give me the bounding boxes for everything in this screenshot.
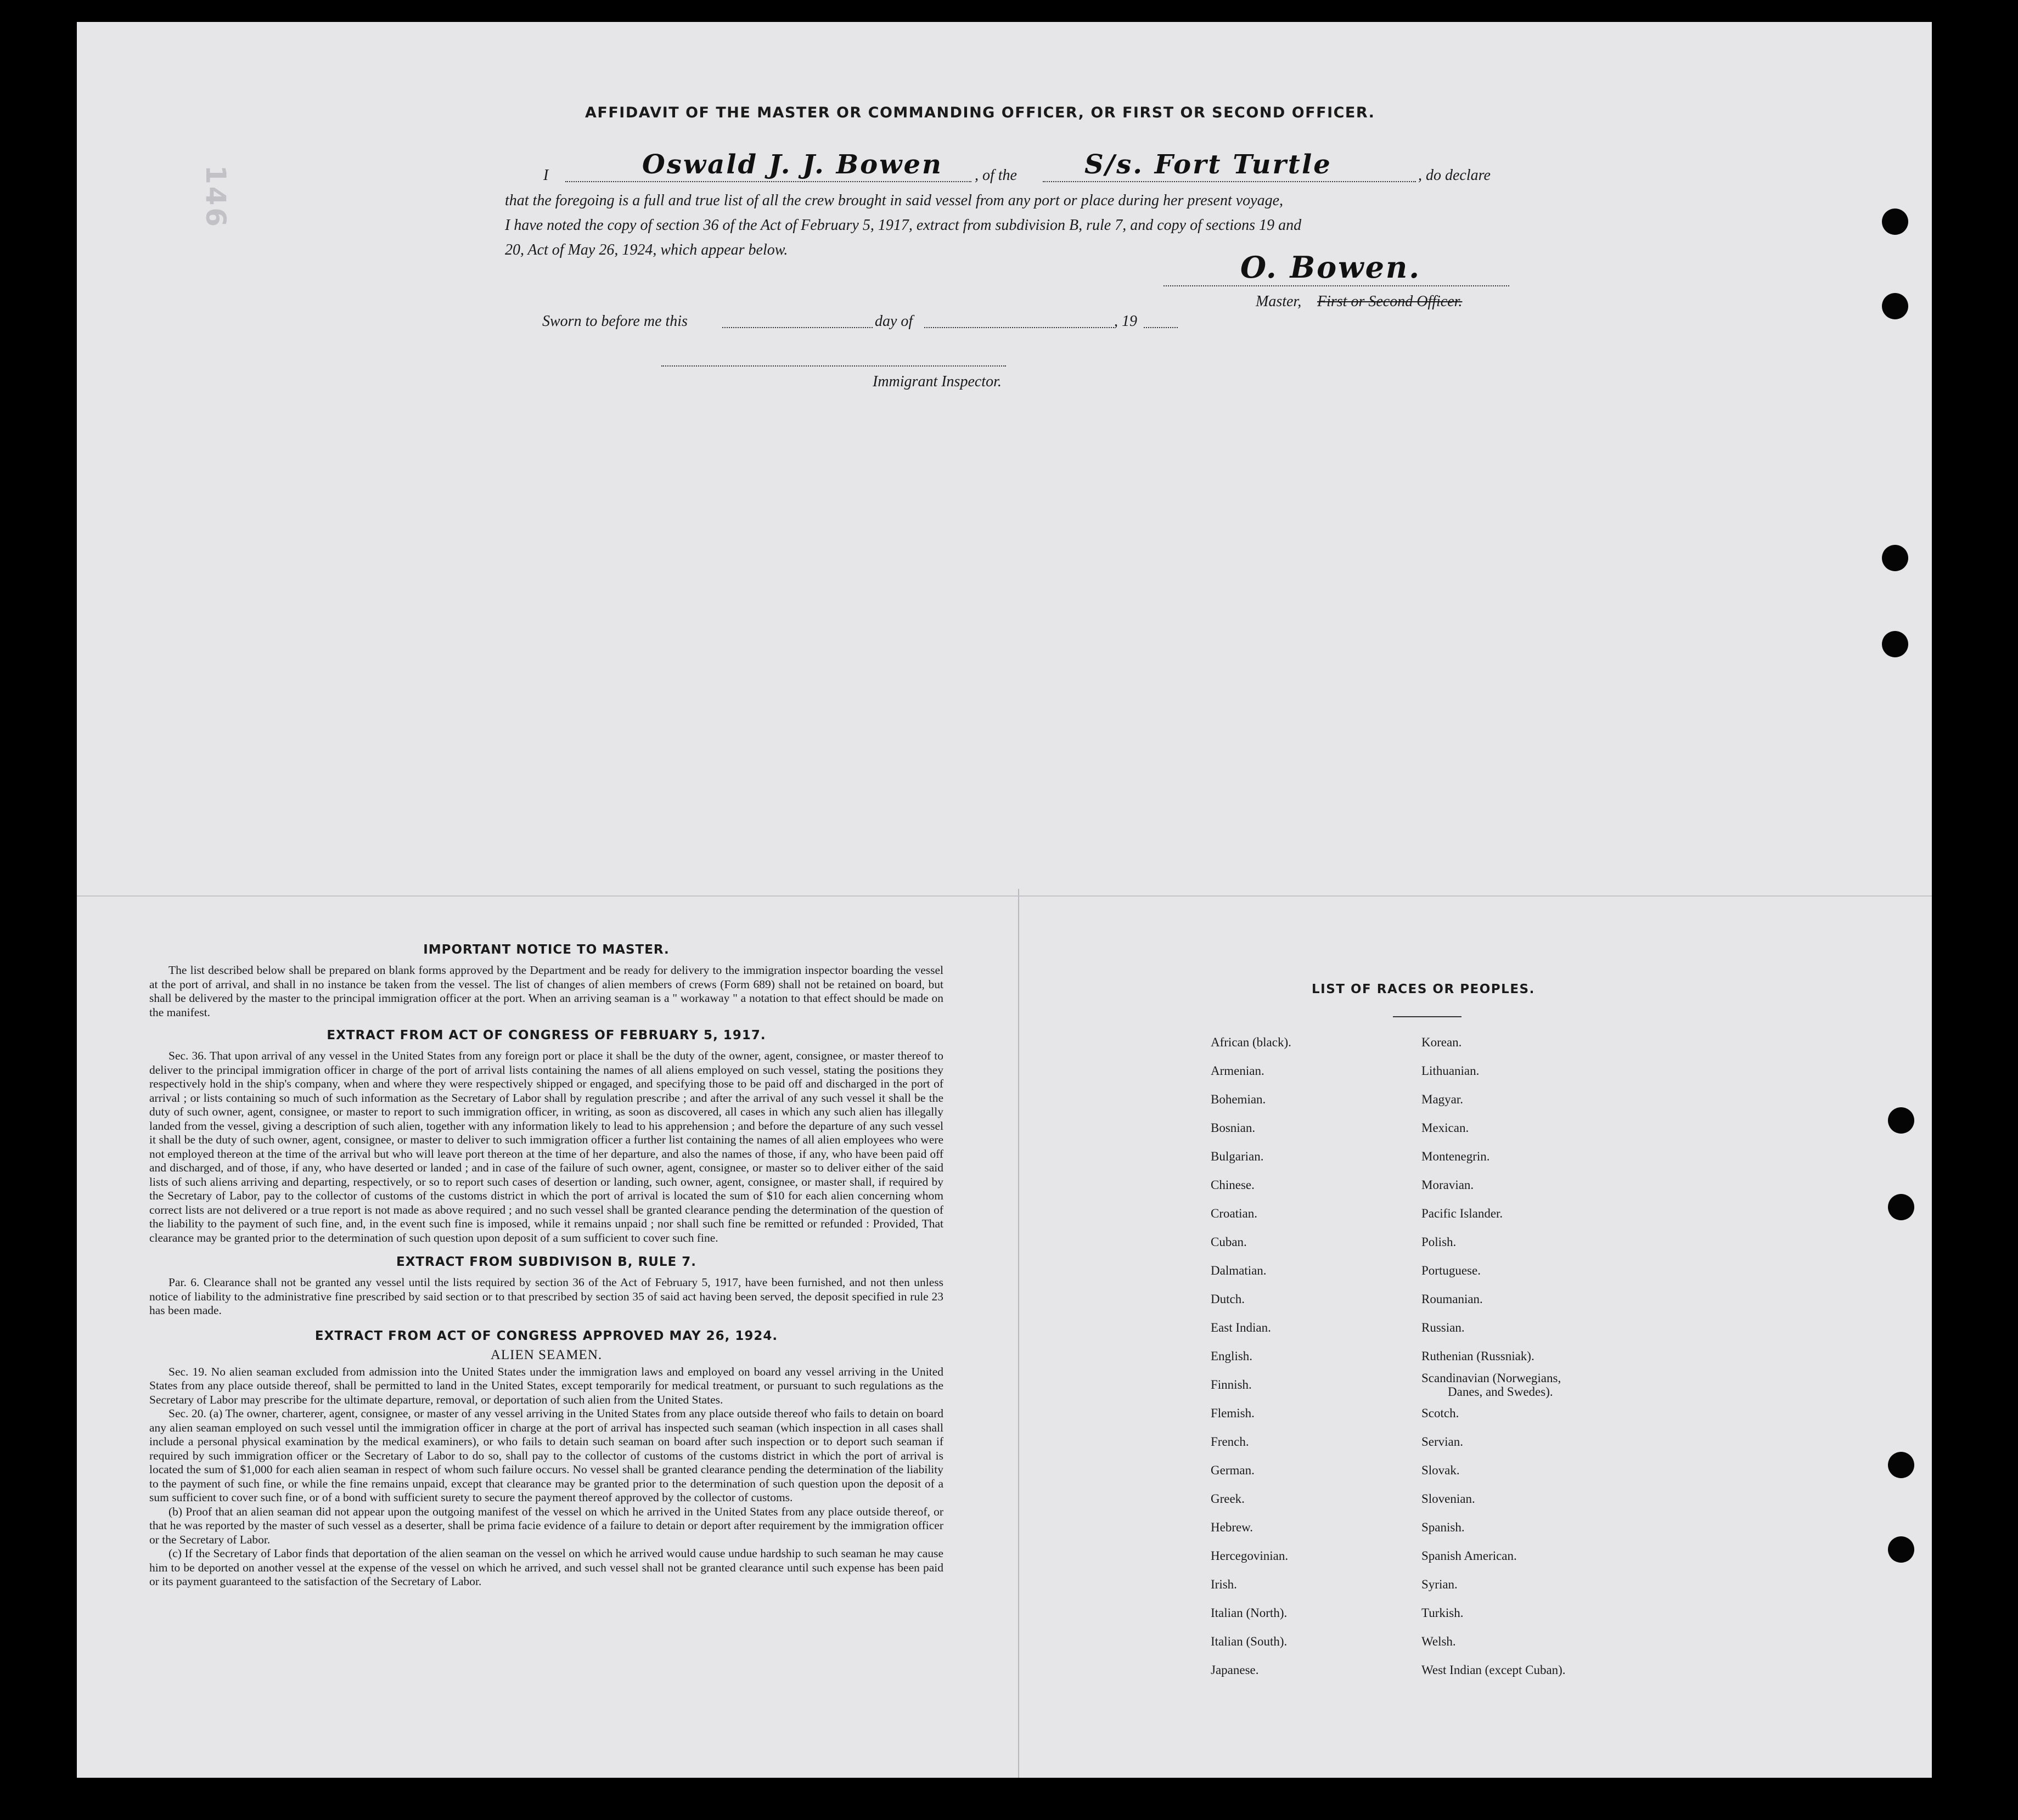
declarant-line bbox=[565, 181, 971, 182]
punch-hole bbox=[1888, 1107, 1914, 1134]
sec-20a-text: Sec. 20. (a) The owner, charterer, agent, consignee, or master of any vessel arriving in the United States from any place outside thereof who fails to detain on board any alien seaman employed on such vessel until the immigration officer in charge at the port of arrival has inspected such seaman (which inspection in all cases shall include a personal physical examination by the medical examiners), or who fails to detain such seaman on board after such inspection or to deport such seaman if required by such immigration officer or the Secretary of Labor to do so, shall pay to the collector of customs of the customs district in which the port of arrival is located the sum of $1,000 for each alien seaman in respect of whom such failure occurs. No vessel shall be granted clearance pending the determination of the liability to the payment of such fine, or while the fine remains unpaid, except that clearance may be granted prior to the determination of such question upon the deposit of a sum sufficient to cover such fine, or of a bond with sufficient surety to secure the payment thereof approved by the collector of customs. bbox=[149, 1407, 943, 1504]
sworn-year-line bbox=[1144, 327, 1178, 328]
race-item: Roumanian. bbox=[1421, 1292, 1483, 1306]
race-item: Dalmatian. bbox=[1211, 1264, 1267, 1277]
sworn-day-line bbox=[722, 327, 873, 328]
race-item: Hercegovinian. bbox=[1211, 1549, 1289, 1563]
affidavit-title: AFFIDAVIT OF THE MASTER OR COMMANDING OFFICER, OR FIRST OR SECOND OFFICER. bbox=[585, 104, 1375, 121]
inspector-signature-line bbox=[661, 365, 1006, 367]
race-item: Bohemian. bbox=[1211, 1092, 1266, 1106]
race-item: Slovak. bbox=[1421, 1463, 1460, 1477]
race-item: Portuguese. bbox=[1421, 1264, 1481, 1277]
race-item: Scotch. bbox=[1421, 1406, 1459, 1420]
vessel-line bbox=[1043, 181, 1416, 182]
race-item: Montenegrin. bbox=[1421, 1150, 1490, 1163]
alien-seamen-heading: ALIEN SEAMEN. bbox=[490, 1347, 603, 1362]
race-item: Korean. bbox=[1421, 1035, 1462, 1049]
race-item: Scandinavian (Norwegians, bbox=[1421, 1371, 1561, 1385]
affidavit-line-3: I have noted the copy of section 36 of the Act of February 5, 1917, extract from subdivision B, rule 7, and copy of sections 19 and bbox=[505, 217, 1302, 234]
races-title: LIST OF RACES OR PEOPLES. bbox=[1312, 982, 1535, 996]
sec-36-text: Sec. 36. That upon arrival of any vessel in the United States from any foreign port or place it shall be the duty of the owner, agent, consignee, or master thereof to deliver to the principal immigration officer in charge of the port of arrival lists containing the names of all aliens employed on such vessel, stating the positions they respectively hold in the ship's company, when and where they were respectively shipped or engaged, and specifying those to be paid off and discharged in the port of arrival ; or lists containing so much of such information as the Secretary of Labor shall by regulation prescribe ; and after the arrival of any such vessel it shall be the duty of such owner, agent, consignee, or master to report to such immigration officer, in writing, as soon as discovered, all cases in which any such alien has illegally landed from the vessel, giving a description of such alien, together with any information likely to lead to his apprehension ; and before the departure of any such vessel it shall be the duty of such owner, agent, consignee, or master to deliver to such immigration officer a further list containing the names of all alien employees who were not employed thereon at the time of the arrival but who will leave port thereon at the time of her departure, and also the names of those, if any, who have been paid off and discharged, and of those, if any, who have deserted or landed ; and in case of the failure of such owner, agent, consignee, or master so to deliver either of the said lists of such aliens arriving and departing, respectively, or so to report such cases of desertion or landing, such owner, agent, consignee, or master shall, if required by the Secretary of Labor, pay to the collector of customs of the customs district in which the port of arrival is located the sum of $10 for each alien concerning whom correct lists are not delivered or a true report is not made as above required ; and no such vessel shall be granted clearance pending the determination of the question of the liability to the payment of such fine, and, in the event such fine is imposed, while it remains unpaid ; nor shall such fine be remitted or refunded : Provided, That clearance may be granted prior to the determination of such question upon deposit of a sum sufficient to cover such fine. bbox=[149, 1049, 943, 1244]
race-item: Irish. bbox=[1211, 1577, 1237, 1591]
extract-1924-title: EXTRACT FROM ACT OF CONGRESS APPROVED MAY 26, 1924. bbox=[314, 1328, 778, 1343]
race-item: Russian. bbox=[1421, 1321, 1465, 1334]
race-item: Dutch. bbox=[1211, 1292, 1245, 1306]
races-title-rule bbox=[1393, 1016, 1461, 1017]
race-item: Syrian. bbox=[1421, 1577, 1458, 1591]
punch-hole bbox=[1882, 631, 1908, 657]
race-item: Finnish. bbox=[1211, 1378, 1252, 1391]
affidavit-line-4: 20, Act of May 26, 1924, which appear below. bbox=[505, 241, 788, 258]
signature-line bbox=[1163, 285, 1509, 286]
sec-20c-text: (c) If the Secretary of Labor finds that deportation of the alien seaman on the vessel on which he arrived would cause undue hardship to such seaman he may cause him to be deported on another vessel at the expense of the vessel on which he arrived, and such vessel shall not be granted clearance until such expense has been paid or its payment guaranteed to the satisfaction of the Secretary of Labor. bbox=[149, 1547, 943, 1588]
punch-hole bbox=[1888, 1194, 1914, 1220]
race-item: Polish. bbox=[1421, 1235, 1457, 1249]
race-item: German. bbox=[1211, 1463, 1255, 1477]
inspector-label: Immigrant Inspector. bbox=[873, 373, 1002, 390]
race-item: Slovenian. bbox=[1421, 1492, 1475, 1506]
sec-20b-text: (b) Proof that an alien seaman did not appear upon the outgoing manifest of the vessel on which he arrived in the United States from any place outside thereof, or that he was reported by the master of such vessel as a deserter, shall be prima facie evidence of a failure to detain or deport after requirement by the immigration officer or the Secretary of Labor. bbox=[149, 1505, 943, 1546]
extract-1917-title: EXTRACT FROM ACT OF CONGRESS OF FEBRUARY 5, 1917. bbox=[327, 1028, 766, 1043]
race-item: Lithuanian. bbox=[1421, 1064, 1480, 1078]
vessel-name: S/s. Fort Turtle bbox=[1084, 149, 1332, 180]
punch-hole bbox=[1888, 1536, 1914, 1563]
race-item: Chinese. bbox=[1211, 1178, 1255, 1192]
race-item: Italian (North). bbox=[1211, 1606, 1288, 1620]
sworn-label: Sworn to before me this bbox=[542, 313, 688, 330]
race-item: Magyar. bbox=[1421, 1092, 1464, 1106]
race-item: English. bbox=[1211, 1349, 1253, 1363]
i-label: I bbox=[543, 167, 549, 184]
extract-rule-7-title: EXTRACT FROM SUBDIVISON B, RULE 7. bbox=[396, 1255, 697, 1269]
race-item: Spanish American. bbox=[1421, 1549, 1517, 1563]
race-item: French. bbox=[1211, 1435, 1249, 1449]
punch-hole bbox=[1888, 1452, 1914, 1478]
punch-hole bbox=[1882, 293, 1908, 319]
officer-struck-label: First or Second Officer. bbox=[1317, 293, 1463, 310]
master-label: Master, bbox=[1256, 293, 1302, 310]
race-item: Moravian. bbox=[1421, 1178, 1474, 1192]
race-item: Bulgarian. bbox=[1211, 1150, 1264, 1163]
race-item: Hebrew. bbox=[1211, 1520, 1253, 1534]
do-declare-label: , do declare bbox=[1418, 167, 1491, 184]
par-6-text: Par. 6. Clearance shall not be granted any vessel until the lists required by section 36 of the Act of February 5, 1917, have been furnished, and not then unless notice of liability to the administrative fine prescribed by said section or to that prescribed by section 35 of said act having been served, the deposit specified in rule 23 has been made. bbox=[149, 1276, 943, 1317]
notice-title: IMPORTANT NOTICE TO MASTER. bbox=[423, 943, 670, 957]
year-label: , 19 bbox=[1114, 313, 1137, 330]
race-item: African (black). bbox=[1211, 1035, 1291, 1049]
day-of-label: day of bbox=[875, 313, 913, 330]
race-item: West Indian (except Cuban). bbox=[1421, 1663, 1566, 1677]
race-item: Pacific Islander. bbox=[1421, 1207, 1503, 1220]
race-item: Welsh. bbox=[1421, 1635, 1456, 1648]
race-item: Armenian. bbox=[1211, 1064, 1264, 1078]
punch-hole bbox=[1882, 209, 1908, 235]
notice-section bbox=[149, 943, 943, 1589]
race-item: Servian. bbox=[1421, 1435, 1464, 1449]
race-item: Bosnian. bbox=[1211, 1121, 1256, 1135]
sworn-month-line bbox=[924, 327, 1114, 328]
stamped-number: 146 bbox=[200, 165, 232, 229]
notice-text: The list described below shall be prepared on blank forms approved by the Department and be ready for delivery to the immigration inspector boarding the vessel at the port of arrival, and shall in no instance be taken from the vessel. The list of changes of alien members of crews (Form 689) shall not be retained on board, but shall be delivered by the master to the principal immigration officer at the port. When an arriving seaman is a " workaway " a notation to that effect should be made on the manifest. bbox=[149, 963, 943, 1019]
race-item: Croatian. bbox=[1211, 1207, 1257, 1220]
race-item: Flemish. bbox=[1211, 1406, 1255, 1420]
declarant-name: Oswald J. J. Bowen bbox=[642, 149, 943, 180]
race-item: Cuban. bbox=[1211, 1235, 1247, 1249]
race-item: Ruthenian (Russniak). bbox=[1421, 1349, 1534, 1363]
affidavit-line-2: that the foregoing is a full and true list of all the crew brought in said vessel from any port or place during her present voyage, bbox=[505, 192, 1284, 209]
fold-crease-horizontal bbox=[77, 895, 1932, 897]
master-signature: O. Bowen. bbox=[1240, 250, 1421, 285]
race-item: Turkish. bbox=[1421, 1606, 1464, 1620]
race-item: Japanese. bbox=[1211, 1663, 1259, 1677]
sec-19-text: Sec. 19. No alien seaman excluded from admission into the United States under the immigration laws and employed on board any vessel arriving in the United States from any place outside thereof, shall be permitted to land in the United States, except temporarily for medical treatment, or pursuant to such regulations as the Secretary of Labor may prescribe for the ultimate departure, removal, or deportation of such alien from the United States. bbox=[149, 1365, 943, 1406]
race-item: Greek. bbox=[1211, 1492, 1245, 1506]
race-item: Spanish. bbox=[1421, 1520, 1465, 1534]
fold-crease-vertical bbox=[1018, 889, 1019, 1778]
race-item-continued: Danes, and Swedes). bbox=[1448, 1385, 1553, 1399]
race-item: Italian (South). bbox=[1211, 1635, 1288, 1648]
of-the-label: , of the bbox=[975, 167, 1017, 184]
punch-hole bbox=[1882, 545, 1908, 571]
race-item: East Indian. bbox=[1211, 1321, 1271, 1334]
race-item: Mexican. bbox=[1421, 1121, 1469, 1135]
